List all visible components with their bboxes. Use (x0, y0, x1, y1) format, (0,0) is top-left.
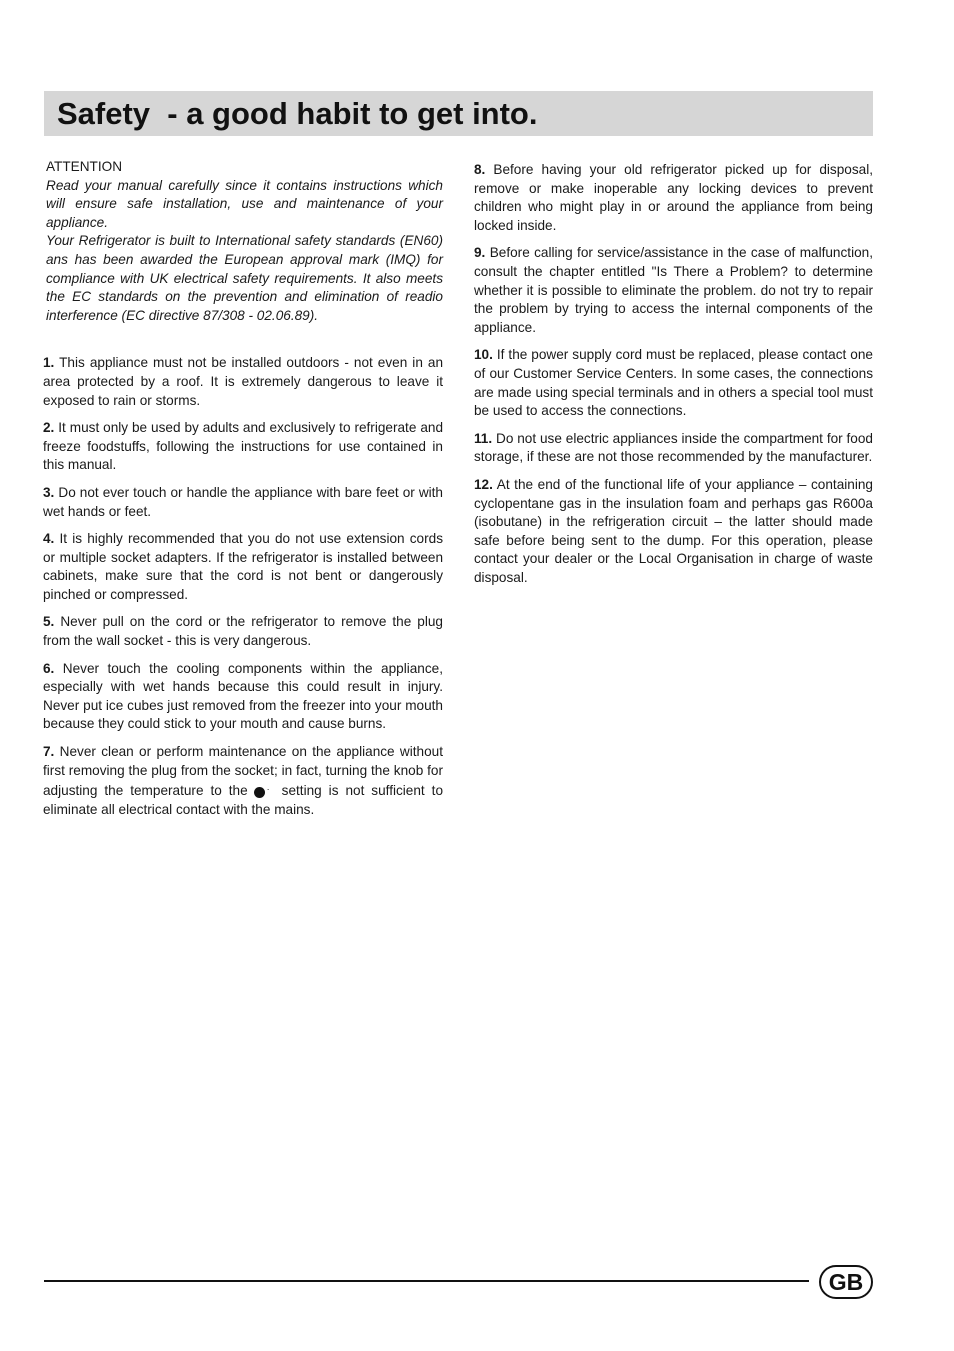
item-number: 7. (43, 744, 55, 760)
safety-item-4 (43, 530, 443, 604)
item-text: Never touch the cooling components within the appliance, especially with wet hands because this could result in injury. Never put ice cubes just removed from the freezer into your mouth because they could stick to your mouth and cause burns. (43, 660, 443, 732)
item-text: This appliance must not be installed outdoors - not even in an area protected by a roof. It is extremely dangerous to leave it exposed to rain or storms. (43, 355, 444, 408)
item-number: 11. (474, 430, 493, 446)
safety-item-1 (43, 354, 443, 410)
safety-item-10 (474, 346, 873, 420)
attention-text: Read your manual carefully since it contains instructions which will ensure safe installation, use and maintenance of your appliance. Your Refrigerator is built to International safety standards (EN60) ans has been awarded the European approval mark (IMQ) for compliance with UK electrical safety requirements. It also meets the EC standards on the prevention and elimination of readio interference (EC directive 87/308 - 02.06.89). (46, 177, 443, 323)
safety-item-9 (474, 244, 873, 337)
item-text: At the end of the functional life of your appliance – containing cyclopentane gas in the insulation foam and perhaps gas R600a (isobutane) in the refrigeration circuit – the latter should made safe before being sent to the dump. For this operation, please contact your dealer or the Local Organisation in charge of waste disposal. (474, 476, 873, 585)
safety-item-8 (474, 161, 873, 235)
country-badge: GB (819, 1265, 873, 1299)
attention-heading: ATTENTION (46, 159, 123, 174)
left-column (43, 158, 443, 828)
item-text-after-icon: setting is not sufficient to eliminate all electrical contact with the mains. (43, 783, 443, 817)
knob-tick-mark: · (266, 784, 270, 795)
item-text: Never pull on the cord or the refrigerator to remove the plug from the wall socket - this is very dangerous. (43, 614, 443, 649)
item-number: 3. (43, 484, 55, 500)
item-text: Before calling for service/assistance in the case of malfunction, consult the chapter entitled "Is There a Problem? to determine whether it is possible to eliminate the problem. do not try to repair the problem by trying to access the internal components of the appliance. (474, 245, 873, 335)
item-text: Do not ever touch or handle the appliance with bare feet or with wet hands or feet. (43, 484, 443, 519)
item-number: 9. (474, 245, 486, 261)
footer-rule (44, 1280, 809, 1282)
attention-block (43, 158, 443, 325)
safety-item-2 (43, 419, 443, 475)
item-number: 6. (43, 660, 55, 676)
safety-item-5 (43, 613, 443, 650)
safety-item-7 (43, 743, 443, 819)
item-text-before-icon: Never clean or perform maintenance on the appliance without first removing the plug from the socket; in fact, turning the knob for adjusting the temperature to the (43, 744, 443, 799)
item-number: 5. (43, 614, 55, 630)
safety-item-11 (474, 430, 873, 467)
page-title: Safety - a good habit to get into. (57, 96, 538, 131)
item-text: It must only be used by adults and exclusively to refrigerate and freeze foodstuffs, following the instructions for use contained in this manual. (43, 420, 444, 473)
knob-off-dot-icon (254, 787, 265, 798)
item-number: 2. (43, 420, 55, 436)
title-bar (44, 91, 873, 136)
item-text: Before having your old refrigerator picked up for disposal, remove or make inoperable any locking devices to prevent children who might play in or around the appliance from being locked inside. (474, 162, 873, 233)
item-number: 1. (43, 355, 55, 371)
item-text: If the power supply cord must be replaced, please contact one of our Customer Service Centers. In some cases, the connections are made using special terminals and in others a special tool must be used to access the connections. (474, 347, 873, 419)
item-number: 8. (474, 162, 486, 177)
right-column (474, 161, 873, 596)
item-number: 4. (43, 531, 55, 547)
safety-item-12 (474, 476, 873, 588)
safety-item-3 (43, 484, 443, 521)
item-number: 10. (474, 347, 493, 363)
item-number: 12. (474, 476, 493, 492)
item-text: It is highly recommended that you do not use extension cords or multiple socket adapters. If the refrigerator is installed between cabinets, make sure that the cord is not bent or dangerously pinched or compressed. (43, 531, 444, 602)
item-text: Do not use electric appliances inside the compartment for food storage, if these are not those recommended by the manufacturer. (474, 430, 873, 465)
safety-item-6 (43, 660, 443, 734)
